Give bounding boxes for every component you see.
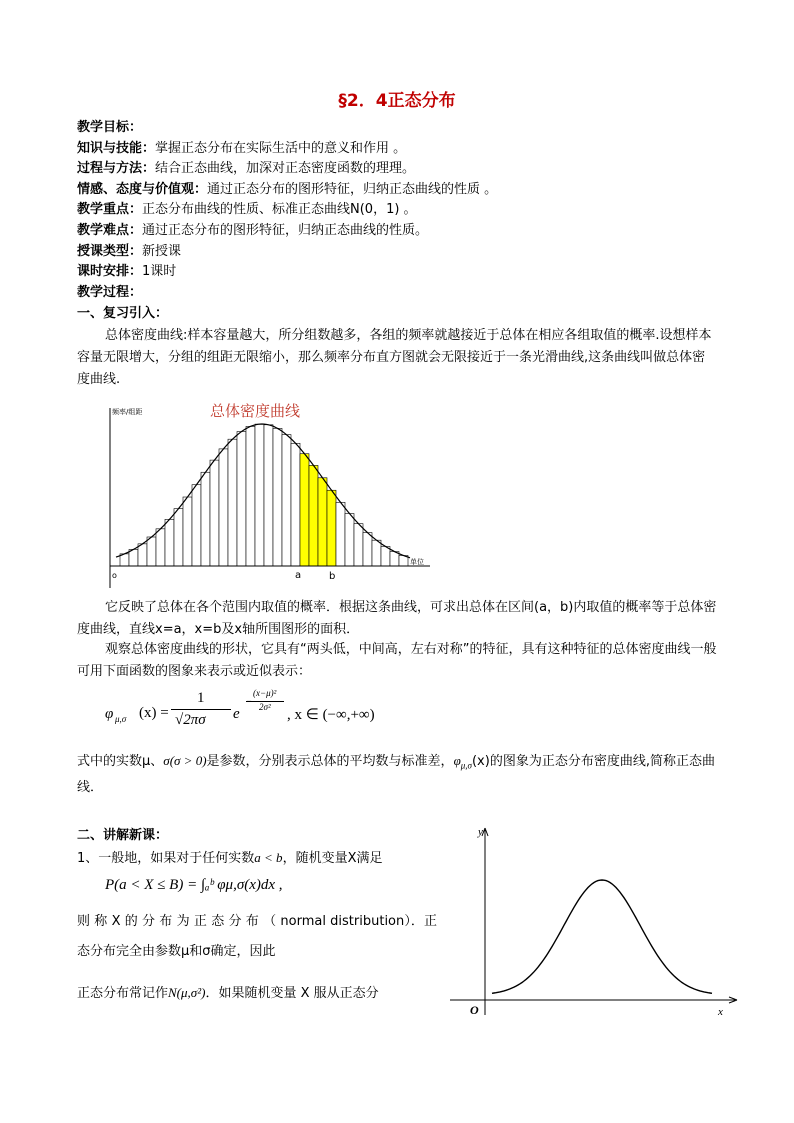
meta-line [77,159,415,179]
histogram-bar [210,460,219,566]
meta-label: 知识与技能： [77,140,156,156]
meta-label: 教学重点： [77,202,143,218]
meta-label: 授课类型： [77,243,143,259]
section1-heading: 一、复习引入： [77,306,169,321]
meta-label: 过程与方法： [77,161,156,177]
meta-label: 情感、态度与价值观： [77,181,208,197]
normal-curve-figure [450,820,750,1025]
meta-label: 教学目标： [77,120,143,135]
section2-heading: 二、讲解新课： [77,828,169,843]
histogram-bar [273,428,282,566]
histogram-bar [156,529,165,566]
meta-label: 课时安排： [77,264,143,280]
a-label: a [295,570,302,581]
meta-line [77,242,181,262]
histogram-bar [372,540,381,566]
shape-paragraph: 观察总体密度曲线的形状，它具有“两头低，中间高，左右对称”的特征，具有这种特征的总体密度曲线一般可用下面函数的图象来表示或近似表示： [77,642,717,679]
histogram-bar [363,533,372,566]
histogram-bar [237,432,246,566]
histogram-bar [183,497,192,566]
histogram-bar [147,537,156,566]
histogram-bar [336,502,345,566]
histogram-bar [282,435,291,566]
meta-line [77,200,417,220]
highlighted-bar [309,465,318,566]
histogram-bar [138,544,147,566]
histogram-bar [381,546,390,566]
page-title: §2．4正态分布 [338,91,456,111]
highlighted-bar [327,490,336,566]
parameters-paragraph: 式中的实数μ、σ(σ > 0)是参数，分别表示总体的平均数与标准差，$\varphi_{\mu,\sigma}(x)$的图象为正态分布密度曲线,简称正态曲线． [77,753,715,795]
histogram-bar [201,472,210,566]
histogram-bar [246,426,255,566]
meta-text: 正态分布曲线的性质、标准正态曲线N(0，1) 。 [142,202,417,218]
meta-text: 通过正态分布的图形特征，归纳正态曲线的性质 。 [207,181,498,197]
meta-text: 通过正态分布的图形特征，归纳正态曲线的性质。 [142,223,429,238]
meta-label: 教学难点： [77,223,143,238]
meta-text: 结合正态曲线，加深对正态密度函数的理理。 [155,161,416,177]
meta-text: 新授课 [142,243,182,259]
y-axis-label: y [478,826,483,838]
meta-line [77,283,142,303]
highlighted-bar [318,478,327,566]
meta-line [77,262,176,282]
meta-line [77,139,406,159]
meta-text: 1课时 [142,264,177,280]
meta-line [77,180,497,200]
density-histogram-figure [100,398,440,594]
origin-label: o [112,571,117,580]
meta-label: 教学过程： [77,284,143,300]
histogram-bar [255,424,264,566]
x-axis-label: x [718,1006,723,1018]
x-axis-label: 单位 [410,558,424,566]
normal-distribution-paragraph: 则 称 X 的 分 布 为 正 态 分 布 （ normal distribution）．正态分布完全由参数μ和σ确定，因此 [77,914,437,959]
density-curve-paragraph: 总体密度曲线:样本容量越大，所分组数越多，各组的频率就越接近于总体在相应各组取值的概率.设想样本容量无限增大，分组的组距无限缩小，那么频率分布直方图就会无限接近于一条光滑曲线,这条曲线叫做总体密度曲线. [77,328,712,387]
histogram-bar [165,519,174,566]
new-lesson-paragraph: 1、一般地，如果对于任何实数a < b，随机变量X满足 [77,850,383,866]
normal-curve [492,880,712,993]
b-label: b [329,571,336,582]
figure-title: 总体密度曲线 [210,402,301,420]
histogram-bar [219,449,228,566]
histogram-bar [264,425,273,566]
normal-density-formula: φ μ,σ (x) = 1 √2πσ e (x−μ)² − 2σ² , x ∈ (−∞,+∞) [105,688,375,728]
notation-paragraph: 正态分布常记作N(μ,σ²)．如果随机变量 X 服从正态分 [77,985,379,1001]
origin-label: O [470,1003,479,1017]
meta-line [77,118,142,138]
interval-paragraph: 它反映了总体在各个范围内取值的概率．根据这条曲线，可求出总体在区间(a，b)内取值的概率等于总体密度曲线，直线x=a，x=b及x轴所围图形的面积． [77,600,717,637]
histogram-bar [291,443,300,566]
histogram-bars [120,424,408,566]
histogram-bar [345,514,354,566]
meta-text: 掌握正态分布在实际生活中的意义和作用 。 [155,140,407,156]
histogram-bar [228,439,237,566]
histogram-bar [354,524,363,566]
histogram-bar [192,485,201,566]
highlighted-bar [300,454,309,566]
probability-integral-formula: P(a < X ≤ B) = ∫ₐᵇ φμ,σ(x)dx , [105,877,283,893]
histogram-bar [129,549,138,566]
histogram-bar [174,509,183,566]
meta-line [77,221,428,241]
y-axis-label: 频率/组距 [112,408,143,416]
